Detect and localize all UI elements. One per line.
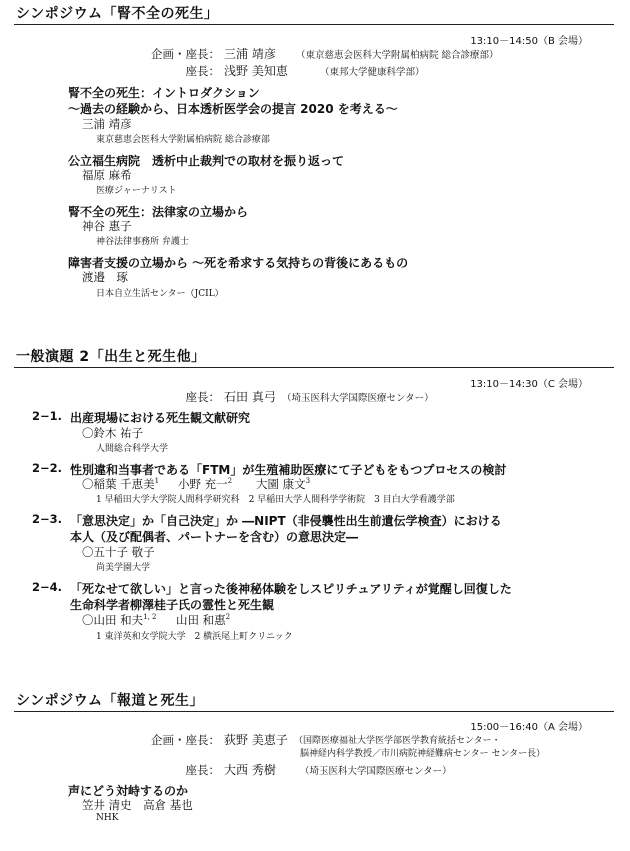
session-time: 15:00－16:40（A 会場） — [470, 722, 588, 733]
talk-subtitle: ～過去の経験から、日本透析医学会の提言 2020 を考える～ — [68, 102, 398, 116]
session-time: 13:10－14:30（C 会場） — [470, 379, 588, 390]
affiliation-marker: 1, 2 — [143, 613, 157, 622]
speaker-affiliation: NHK — [96, 813, 119, 823]
chair-name: 浅野 美知恵 — [224, 64, 288, 78]
talk-title: 腎不全の死生：イントロダクション — [68, 86, 260, 100]
speaker-name: 〇五十子 敬子 — [82, 545, 155, 559]
talk-title: 性別違和当事者である「FTM」が生殖補助医療にて子どもをもつプロセスの検討 — [70, 463, 507, 477]
affiliation-marker: 3 — [305, 477, 311, 486]
chair-affiliation-line2: 脳神経内科学教授／市川病院神経難病センター センター長） — [300, 749, 546, 759]
speaker-affiliation: 1 東洋英和女学院大学 2 横浜尾上町クリニック — [96, 632, 293, 642]
speaker-name: 福原 麻希 — [82, 168, 132, 182]
talk-subtitle: 生命科学者柳澤桂子氏の霊性と死生観 — [70, 598, 275, 612]
chair-name: 三浦 靖彦 — [224, 47, 276, 61]
chair-affiliation: （埼玉医科大学国際医療センター） — [300, 766, 452, 777]
chair-role: 座長： — [185, 64, 220, 78]
speaker-name: 笠井 清史 高倉 基也 — [82, 798, 193, 812]
chair-affiliation: （国際医療福祉大学医学部医学教育統括センター・ — [294, 736, 501, 746]
speaker-affiliation: 日本自立生活センター（JCIL） — [96, 289, 224, 299]
talk-title: 声にどう対峙するのか — [68, 784, 189, 798]
talk-title: 「死なせて欲しい」と言った後神秘体験をしスピリチュアリティが覚醒し回復した — [70, 582, 512, 596]
speaker-name: 〇山田 和夫$^{1, 2}$ — [82, 613, 157, 627]
speaker-name: 〇稲葉 千恵美$^1$ — [82, 477, 160, 491]
abstract-number: 2−4. — [32, 580, 63, 594]
chair-role: 座長： — [185, 763, 220, 777]
speaker-affiliation: 医療ジャーナリスト — [96, 186, 177, 196]
speaker-name: 渡邉 琢 — [82, 270, 128, 284]
chair-role: 座長： — [185, 390, 220, 404]
speaker-name: 神谷 惠子 — [82, 219, 132, 233]
chair-affiliation: （東邦大学健康科学部） — [320, 67, 425, 78]
speaker-name: 〇鈴木 祐子 — [82, 426, 144, 440]
talk-title: 「意思決定」か「自己決定」か ―NIPT（非侵襲性出生前遺伝学検査）における — [70, 514, 502, 528]
talk-title: 腎不全の死生：法律家の立場から — [68, 205, 249, 219]
section-divider — [14, 367, 614, 368]
speaker-affiliation: 1 早稲田大学大学院人間科学研究科 2 早稲田大学人間科学学術院 3 目白大学看護学部 — [96, 495, 455, 505]
section-title: シンポジウム「報道と死生」 — [16, 693, 205, 709]
affiliation-marker: 2 — [225, 613, 231, 622]
talk-title: 公立福生病院 透析中止裁判での取材を振り返って — [68, 154, 345, 168]
abstract-number: 2−2. — [32, 461, 63, 475]
abstract-number: 2−3. — [32, 512, 63, 526]
section-divider — [14, 24, 614, 25]
affiliation-marker: 2 — [227, 477, 233, 486]
speaker-name: 三浦 靖彦 — [82, 117, 132, 131]
chair-name: 石田 真弓 — [224, 390, 276, 404]
section-divider — [14, 711, 614, 712]
chair-affiliation: （東京慈恵会医科大学附属柏病院 総合診療部） — [296, 50, 499, 61]
speaker-affiliation: 神谷法律事務所 弁護士 — [96, 237, 189, 247]
talk-title: 障害者支援の立場から ～死を希求する気持ちの背後にあるもの — [68, 256, 409, 270]
chair-role: 企画・座長： — [151, 733, 220, 747]
abstract-number: 2−1. — [32, 409, 63, 423]
section-title: シンポジウム「腎不全の死生」 — [16, 6, 219, 22]
session-time: 13:10－14:50（B 会場） — [470, 36, 588, 47]
speaker-affiliation: 人間総合科学大学 — [96, 444, 169, 454]
speaker-name: 大園 康文$^3$ — [256, 477, 311, 491]
speaker-affiliation: 尚美学園大学 — [96, 563, 151, 573]
speaker-name: 小野 充一$^2$ — [178, 477, 233, 491]
chair-affiliation: （埼玉医科大学国際医療センター） — [282, 393, 434, 404]
talk-title: 出産現場における死生観文献研究 — [70, 411, 251, 425]
chair-name: 荻野 美恵子 — [224, 733, 288, 747]
chair-name: 大西 秀樹 — [224, 763, 276, 777]
section-title: 一般演題 2「出生と死生他」 — [16, 349, 206, 365]
speaker-name: 山田 和惠$^2$ — [176, 613, 231, 627]
affiliation-marker: 1 — [154, 477, 160, 486]
speaker-affiliation: 東京慈恵会医科大学附属柏病院 総合診療部 — [96, 135, 270, 145]
chair-role: 企画・座長： — [151, 47, 220, 61]
talk-subtitle: 本人（及び配偶者、パートナーを含む）の意思決定― — [70, 530, 359, 544]
